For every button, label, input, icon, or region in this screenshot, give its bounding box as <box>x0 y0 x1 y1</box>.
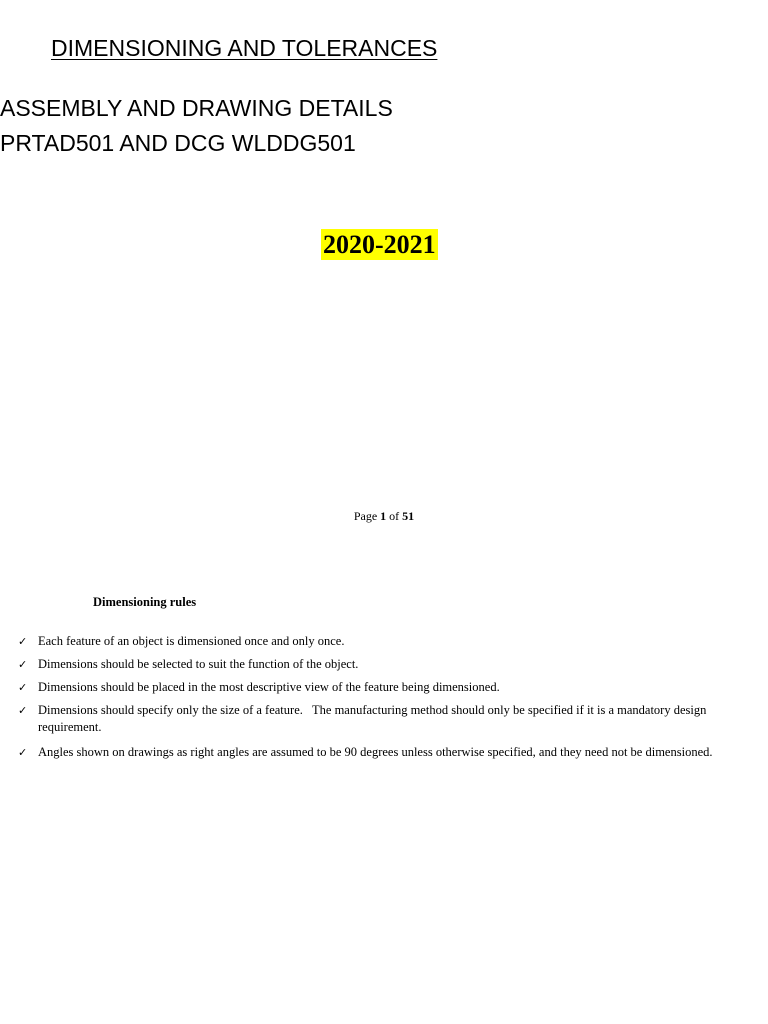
document-title-text: DIMENSIONING AND TOLERANCES <box>51 35 438 61</box>
academic-year-highlight: 2020-2021 <box>323 230 436 259</box>
check-mark-icon: ✓ <box>18 658 28 671</box>
document-title <box>0 33 437 63</box>
check-mark-icon: ✓ <box>18 746 28 759</box>
list-item <box>18 702 715 736</box>
total-page-count: 51 <box>402 509 415 523</box>
rule-text: Each feature of an object is dimensioned once and only once. <box>38 634 345 648</box>
document-subtitle-line-2: PRTAD501 AND DCG WLDDG501 <box>0 130 356 156</box>
of-word: of <box>389 509 400 523</box>
rule-text: Angles shown on drawings as right angles are assumed to be 90 degrees unless otherwise specified, and they need not be dimensioned. <box>38 745 713 759</box>
dimensioning-rules-list <box>18 633 715 769</box>
rule-text: Dimensions should be selected to suit the function of the object. <box>38 657 359 671</box>
list-item <box>18 656 715 673</box>
section-heading: Dimensioning rules <box>93 595 197 609</box>
check-mark-icon: ✓ <box>18 635 28 648</box>
check-mark-icon: ✓ <box>18 681 28 694</box>
check-mark-icon: ✓ <box>18 704 28 717</box>
list-item <box>18 744 715 761</box>
document-subtitle-line-1: ASSEMBLY AND DRAWING DETAILS <box>0 95 393 121</box>
page-word: Page <box>353 509 378 523</box>
list-item <box>18 633 715 650</box>
rule-text: Dimensions should be placed in the most descriptive view of the feature being dimensioned. <box>38 680 500 694</box>
rule-text: Dimensions should specify only the size of a feature. The manufacturing method should only be specified if it is a mandatory design requirement. <box>38 703 710 734</box>
page-number-footer <box>0 508 768 524</box>
list-item <box>18 679 715 696</box>
current-page-number: 1 <box>380 509 387 523</box>
